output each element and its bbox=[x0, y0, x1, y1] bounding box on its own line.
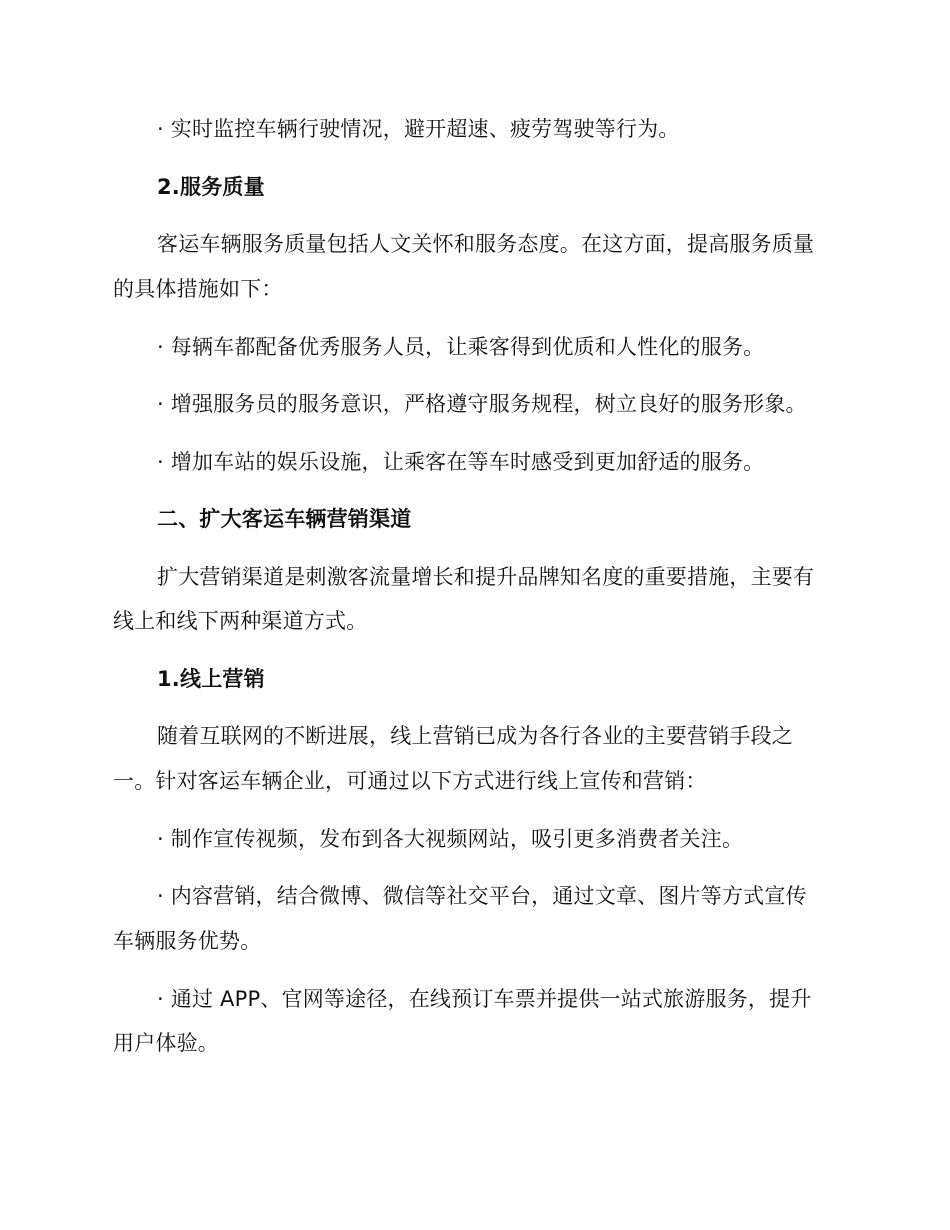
paragraph-online-line-1: 随着互联网的不断进展，线上营销已成为各行各业的主要营销手段之 bbox=[157, 724, 793, 748]
bullet-realtime-monitoring: · 实时监控车辆行驶情况，避开超速、疲劳驾驶等行为。 bbox=[157, 117, 680, 141]
paragraph-online-line-2: 一。针对客运车辆企业，可通过以下方式进行线上宣传和营销： bbox=[113, 769, 707, 793]
paragraph-service-quality-line-1: 客运车辆服务质量包括人文关怀和服务态度。在这方面，提高服务质量 bbox=[157, 232, 815, 256]
paragraph-marketing-line-1: 扩大营销渠道是刺激客流量增长和提升品牌知名度的重要措施，主要有 bbox=[157, 565, 815, 589]
bullet-promo-video: · 制作宣传视频，发布到各大视频网站，吸引更多消费者关注。 bbox=[157, 827, 744, 851]
bullet-entertainment-facilities: · 增加车站的娱乐设施，让乘客在等车时感受到更加舒适的服务。 bbox=[157, 450, 765, 474]
heading-online-marketing: 1.线上营销 bbox=[157, 667, 265, 691]
paragraph-marketing-line-2: 线上和线下两种渠道方式。 bbox=[113, 609, 368, 633]
bullet-service-awareness: · 增强服务员的服务意识，严格遵守服务规程，树立良好的服务形象。 bbox=[157, 392, 807, 416]
heading-service-quality: 2.服务质量 bbox=[157, 175, 265, 199]
bullet-app-booking-line-1: · 通过 APP、官网等途径，在线预订车票并提供一站式旅游服务，提升 bbox=[157, 987, 812, 1011]
paragraph-service-quality-line-2: 的具体措施如下： bbox=[113, 277, 283, 301]
bullet-content-marketing-line-1: · 内容营销，结合微博、微信等社交平台，通过文章、图片等方式宣传 bbox=[157, 884, 807, 908]
heading-expand-marketing-channels: 二、扩大客运车辆营销渠道 bbox=[157, 507, 412, 531]
bullet-app-booking-line-2: 用户体验。 bbox=[113, 1031, 219, 1055]
bullet-excellent-staff: · 每辆车都配备优秀服务人员，让乘客得到优质和人性化的服务。 bbox=[157, 335, 765, 359]
bullet-content-marketing-line-2: 车辆服务优势。 bbox=[113, 929, 262, 953]
